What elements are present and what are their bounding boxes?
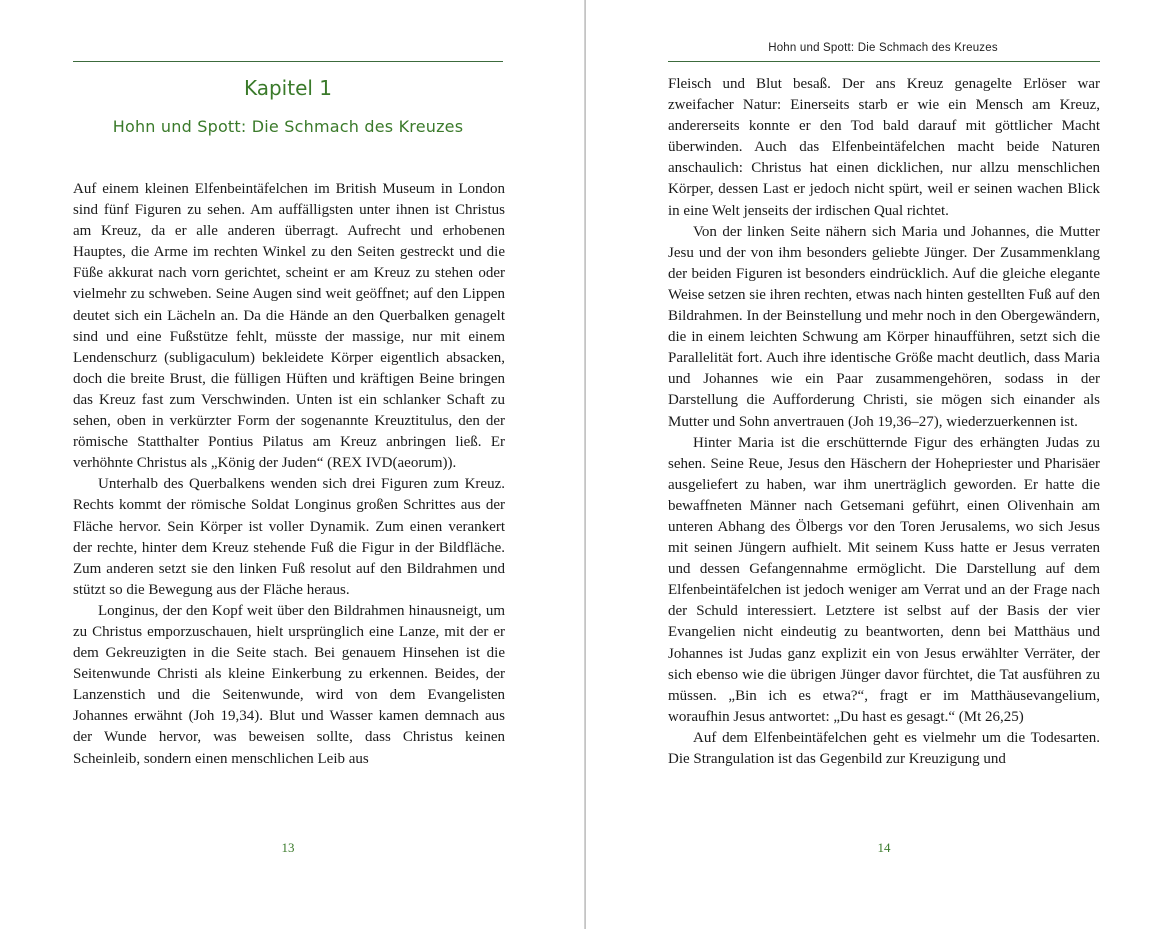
paragraph: Auf einem kleinen Elfenbeintäfelchen im British Museum in London sind fünf Figuren zu sehen. Am auffälligsten unter ihnen ist Christus am Kreuz, da er alle anderen überragt. Aufrecht und erhobenen Hauptes, die Arme im rechten Winkel zu den Seiten gestreckt und die Füße akkurat nach vorn gerichtet, scheint er am Kreuz zu stehen oder vielmehr zu schweben. Seine Augen sind weit geöffnet; auf den Lippen deutet sich ein Lächeln an. Da die Hände an den Querbalken genagelt sind und eine Fußstütze fehlt, müsste der massige, nur mit einem Lendenschurz (subligaculum) bekleidete Körper eigentlich absacken, doch die breite Brust, die fülligen Hüften und kräftigen Beine bringen das Kreuz fast zum Verschwinden. Unten ist ein schlanker Schaft zu sehen, oben in verkürzter Form der sogenannte Kreuztitulus, den der römische Statthalter Pontius Pilatus am Kreuz anbringen ließ. Er verhöhnte Christus als „König der Juden“ (REX IVD(aeorum)). — [73, 181, 505, 472]
body-text-right — [668, 74, 1100, 770]
paragraph: Unterhalb des Querbalkens wenden sich drei Figuren zum Kreuz. Rechts kommt der römische Soldat Longinus großen Schrittes aus der Fläche hervor. Sein Körper ist voller Dynamik. Zum einen verankert der rechte, hinter dem Kreuz stehende Fuß die Figur in der Bildfläche. Zum anderen setzt sie den linken Fuß resolut auf den Bildrahmen und stützt so die Bewegung aus der Fläche heraus. — [73, 476, 505, 598]
paragraph: Auf dem Elfenbeintäfelchen geht es vielmehr um die Todesarten. Die Strangulation ist das Gegenbild zur Kreuzigung und — [668, 729, 1100, 767]
paragraph: Von der linken Seite nähern sich Maria und Johannes, die Mutter Jesu und der von ihm besonders geliebte Jünger. Der Zusammenklang der beiden Figuren ist besonders eindrücklich. Auf die gleiche elegante Weise setzen sie ihren rechten, etwas nach hinten gestellten Fuß auf den Bildrahmen. In der Beinstellung und mehr noch in den Obergewändern, die in einem leichten Schwung am Körper hinaufführen, setzt sich die Parallelität fort. Auch ihre identische Größe macht deutlich, dass Maria und Johannes wie ein Paar zusammengehören, sodass in der Darstellung die Aufforderung Christi, sie mögen sich einander als Mutter und Sohn anvertrauen (Joh 19,36–27), wiederzuerkennen ist. — [668, 223, 1100, 430]
running-head-rule — [668, 61, 1100, 62]
right-page — [586, 0, 1170, 929]
chapter-number: Kapitel 1 — [243, 76, 333, 100]
paragraph: Hinter Maria ist die erschütternde Figur des erhängten Judas zu sehen. Seine Reue, Jesus den Häschern der Hohepriester und Pharisäer ausgeliefert zu haben, war ihm unerträglich geworden. Er hatte die bewaffneten Männer nach Getsemani geführt, einen Olivenhain am unteren Abhang des Ölbergs vor den Toren Jerusalems, wo sich Jesus mit seinen Jüngern aufhielt. Mit seinem Kuss hatte er Jesus verraten und dessen Gefangennahme ermöglicht. Die Darstellung auf dem Elfenbeintäfelchen ist jedoch weniger am Verrat und an der Frage nach der Schuld interessiert. Letztere ist selbst auf der Basis der vier Evangelien nicht eindeutig zu beantworten, denn bei Matthäus und Johannes ist Judas ganz explizit ein von Jesus erwählter Verräter, der sich ebenso wie die übrigen Jünger davor fürchtet, die Tat ausführen zu müssen. „Bin ich es etwa?“, fragt er im Matthäusevangelium, woraufhin Jesus antwortet: „Du hast es gesagt.“ (Mt 26,25) — [668, 434, 1100, 725]
page-number: 14 — [877, 840, 891, 855]
body-text-left — [73, 179, 505, 770]
chapter-top-rule — [73, 61, 503, 62]
paragraph: Longinus, der den Kopf weit über den Bildrahmen hinausneigt, um zu Christus emporzuschauen, hielt ursprünglich eine Lanze, mit der er dem Gekreuzigten in die Seite stach. Bei genauem Hinsehen ist die Seitenwunde Christi als kleine Einkerbung zu erkennen. Beides, der Lanzenstich und die Seitenwunde, wird von dem Evangelisten Johannes erwähnt (Joh 19,34). Blut und Wasser kamen demnach aus der Wunde hervor, was beweisen sollte, dass Christus keinen Scheinleib, sondern einen menschlichen Leib aus — [73, 602, 505, 767]
running-head: Hohn und Spott: Die Schmach des Kreuzes — [768, 42, 998, 54]
paragraph: Fleisch und Blut besaß. Der ans Kreuz genagelte Erlöser war zweifacher Natur: Einerseits starb er wie ein Mensch am Kreuz, andererseits konnte er den Tod bald darauf mit göttlicher Macht überwinden. Auch das Elfenbeintäfelchen macht beide Naturen anschaulich: Christus hat einen dicklichen, nur allzu menschlichen Körper, dessen Last er jedoch nicht spürt, weil er seinen wachen Blick in eine Welt jenseits der irdischen Qual richtet. — [668, 76, 1100, 219]
chapter-title: Hohn und Spott: Die Schmach des Kreuzes — [112, 117, 464, 136]
page-number: 13 — [281, 840, 295, 855]
